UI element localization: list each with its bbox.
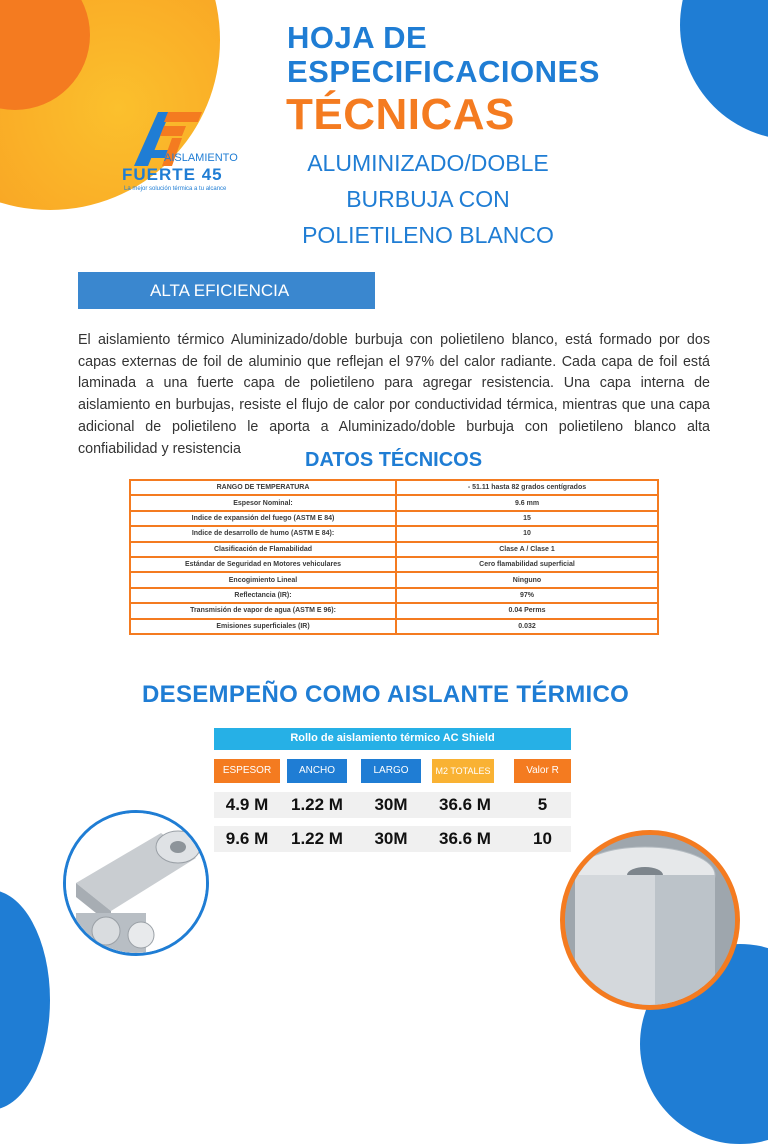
spec-label: Indice de desarrollo de humo (ASTM E 84): bbox=[130, 526, 396, 541]
section-banner-label: ALTA EFICIENCIA bbox=[150, 281, 290, 300]
spec-value: 0.032 bbox=[396, 619, 658, 634]
table-row bbox=[130, 480, 658, 495]
product-name-line3: POLIETILENO BLANCO bbox=[302, 222, 554, 248]
spec-label: Clasificación de Flamabilidad bbox=[130, 542, 396, 557]
cell-largo: 30M bbox=[374, 829, 408, 848]
spec-value: - 51.11 hasta 82 grados centígrados bbox=[396, 480, 658, 495]
column-header-ancho: ANCHO bbox=[287, 759, 347, 783]
spec-label: Indice de expansión del fuego (ASTM E 84) bbox=[130, 511, 396, 526]
table-row bbox=[130, 572, 658, 587]
page-title-line3: TÉCNICAS bbox=[286, 90, 515, 139]
product-description: El aislamiento térmico Aluminizado/doble burbuja con polietileno blanco, está formado por dos capas externas de foil de aluminio que reflejan el 97% del calor radiante. Cada capa de foil está laminada a una fuerte capa de polietileno para agregar resistencia. Una capa interna de aislamiento en burbujas, resiste el flujo de calor por conductividad térmica, mientras que una capa adicional de polietileno le aporta a Aluminizado/doble burbuja con polietileno blanco alta confiabilidad y resistencia bbox=[78, 332, 710, 457]
table-row bbox=[130, 588, 658, 603]
spec-value: 9.6 mm bbox=[396, 495, 658, 510]
table-row bbox=[130, 495, 658, 510]
product-photo-roll-bubble bbox=[63, 810, 209, 956]
product-name-line2: BURBUJA CON bbox=[346, 186, 510, 212]
spec-label: Reflectancia (IR): bbox=[130, 588, 396, 603]
spec-value: 0.04 Perms bbox=[396, 603, 658, 618]
product-photo-roll-white bbox=[560, 830, 740, 1010]
cell-ancho: 1.22 M bbox=[291, 795, 343, 814]
spec-value: Cero flamabilidad superficial bbox=[396, 557, 658, 572]
column-header-m2-totales: M2 TOTALES bbox=[432, 759, 494, 783]
table-row bbox=[130, 557, 658, 572]
column-header-espesor: ESPESOR bbox=[214, 759, 280, 783]
table-row bbox=[130, 619, 658, 634]
spec-value: 15 bbox=[396, 511, 658, 526]
spec-label: RANGO DE TEMPERATURA bbox=[130, 480, 396, 495]
spec-label: Estándar de Seguridad en Motores vehiculares bbox=[130, 557, 396, 572]
cell-m2-totales: 36.6 M bbox=[439, 795, 491, 814]
cell-m2-totales: 36.6 M bbox=[439, 829, 491, 848]
performance-title: DESEMPEÑO COMO AISLANTE TÉRMICO bbox=[142, 681, 630, 708]
spec-label: Transmisión de vapor de agua (ASTM E 96): bbox=[130, 603, 396, 618]
technical-data-table bbox=[129, 479, 659, 635]
spec-label: Emisiones superficiales (IR) bbox=[130, 619, 396, 634]
table-row bbox=[130, 603, 658, 618]
spec-label: Espesor Nominal: bbox=[130, 495, 396, 510]
white-roll-illustration bbox=[565, 835, 735, 1005]
cell-valor-r: 5 bbox=[537, 795, 548, 814]
table-row bbox=[130, 511, 658, 526]
decorative-circle-blue-top-right bbox=[680, 0, 768, 140]
product-name-line1: ALUMINIZADO/DOBLE bbox=[307, 150, 549, 176]
spec-value: Ninguno bbox=[396, 572, 658, 587]
column-header-largo: LARGO bbox=[361, 759, 421, 783]
table-row bbox=[130, 526, 658, 541]
spec-value: 97% bbox=[396, 588, 658, 603]
spec-label: Encogimiento Lineal bbox=[130, 572, 396, 587]
technical-data-title: DATOS TÉCNICOS bbox=[305, 449, 483, 471]
logo-subtext: AISLAMIENTO bbox=[164, 152, 238, 164]
roll-table-title: Rollo de aislamiento térmico AC Shield bbox=[290, 732, 495, 744]
logo-brand-name: FUERTE 45 bbox=[122, 165, 223, 184]
cell-espesor: 4.9 M bbox=[225, 795, 269, 814]
company-logo bbox=[120, 110, 250, 195]
spec-value: Clase A / Clase 1 bbox=[396, 542, 658, 557]
cell-valor-r: 10 bbox=[533, 829, 552, 848]
insulation-roll-illustration bbox=[66, 813, 206, 953]
page-title-line2: ESPECIFICACIONES bbox=[287, 54, 600, 89]
decorative-shape-blue-bottom-left bbox=[0, 890, 50, 1110]
logo-tagline: La mejor solución térmica a tu alcance bbox=[124, 186, 227, 192]
spec-value: 10 bbox=[396, 526, 658, 541]
cell-ancho: 1.22 M bbox=[291, 829, 343, 848]
page-title-line1: HOJA DE bbox=[287, 20, 428, 55]
cell-largo: 30M bbox=[374, 795, 408, 814]
column-header-valor-r: Valor R bbox=[514, 759, 571, 783]
cell-espesor: 9.6 M bbox=[225, 829, 269, 848]
table-row bbox=[130, 542, 658, 557]
